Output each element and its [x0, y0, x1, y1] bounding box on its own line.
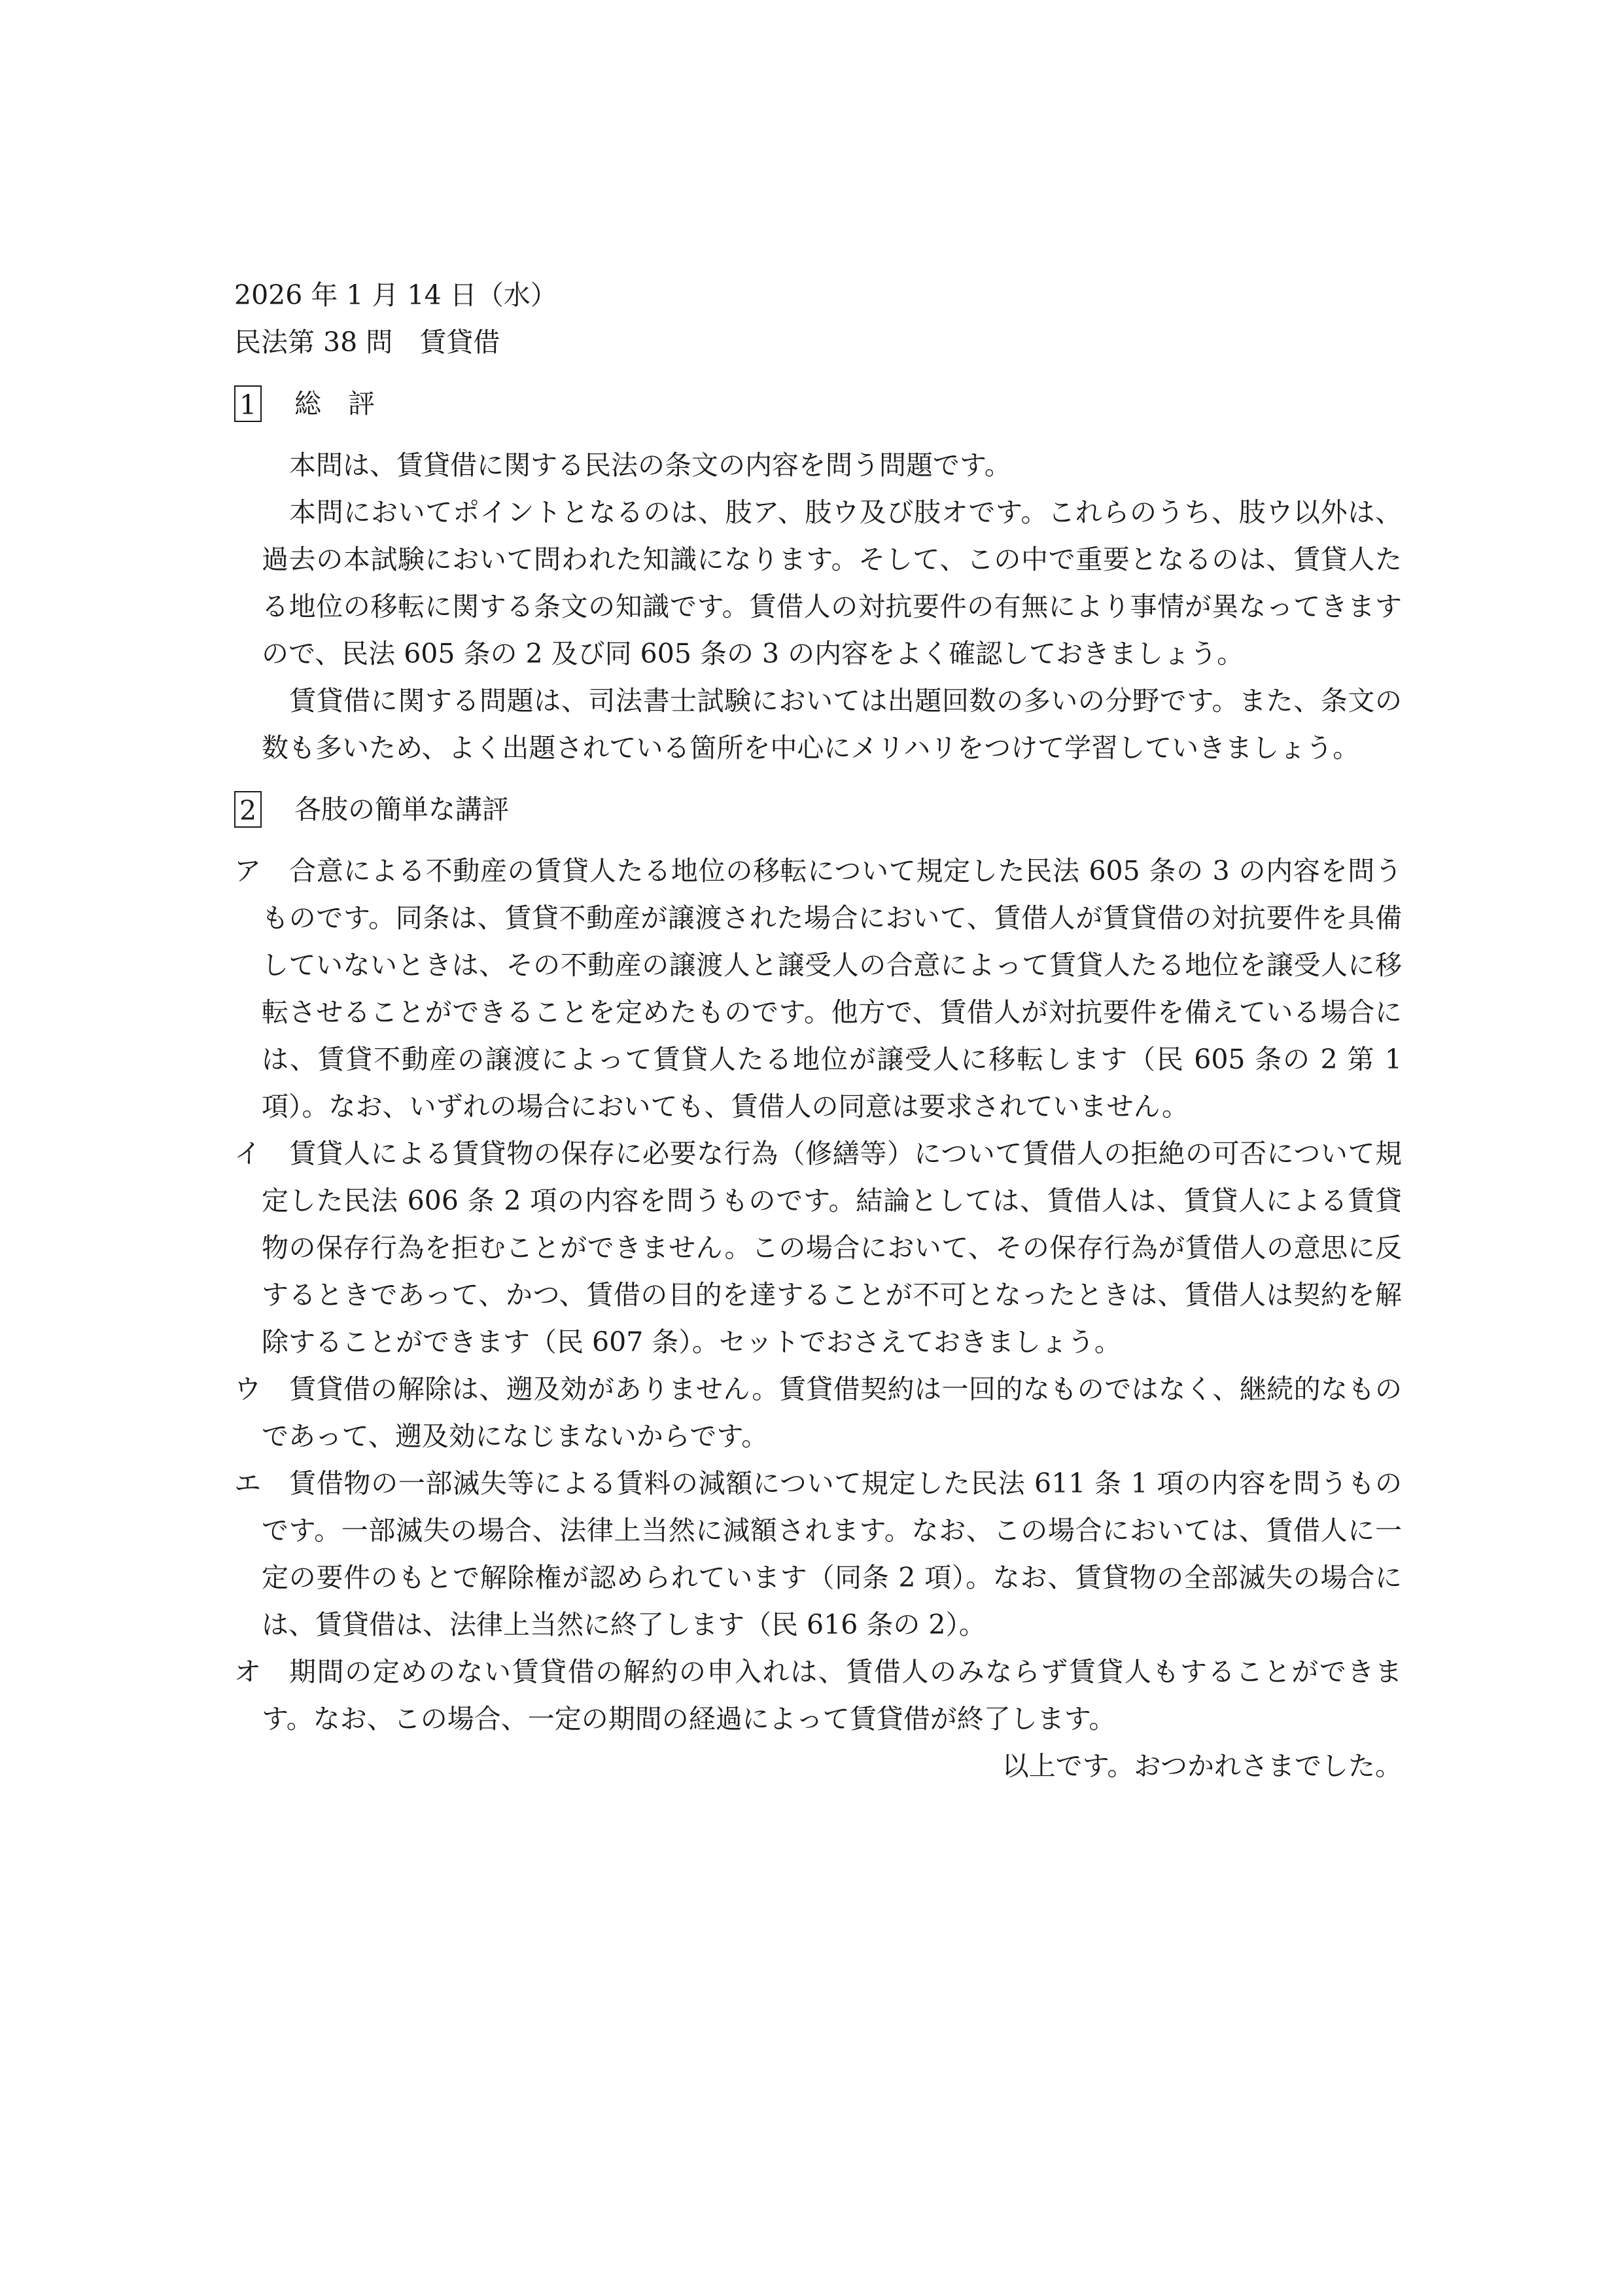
section-1-title: 総 評 [294, 388, 375, 419]
option-item [234, 1366, 1402, 1460]
option-item [234, 1648, 1402, 1742]
option-text: 賃借物の一部滅失等による賃料の減額について規定した民法 611 条 1 項の内容を問うものです。一部滅失の場合、法律上当然に減額されます。なお、この場合においては、賃借人に一定の要件のもとで解除権が認められています（同条 2 項）。なお、賃貸物の全部滅失の場合には、賃貸借は、法律上当然に終了します（民 616 条の 2）。 [262, 1468, 1402, 1640]
document-subject: 民法第 38 問 賃貸借 [234, 327, 500, 358]
document-page [234, 272, 1402, 1790]
option-label: エ [234, 1468, 261, 1499]
section-2-title: 各肢の簡単な講評 [294, 794, 509, 825]
option-text: 賃貸人による賃貸物の保存に必要な行為（修繕等）について賃借人の拒絶の可否について規定した民法 606 条 2 項の内容を問うものです。結論としては、賃借人は、賃貸人による賃貸物の保存行為を拒むことができません。この場合において、その保存行為が賃借人の意思に反するときであって、かつ、賃借の目的を達することが不可となったときは、賃借人は契約を解除することができます（民 607 条）。セットでおさえておきましょう。 [262, 1138, 1402, 1358]
closing-remark: 以上です。おつかれさまでした。 [1002, 1750, 1402, 1782]
option-label: オ [234, 1656, 261, 1687]
document-date: 2026 年 1 月 14 日（水） [234, 279, 557, 311]
section-1-paragraph-2: 本問においてポイントとなるのは、肢ア、肢ウ及び肢オです。これらのうち、肢ウ以外は、過去の本試験において問われた知識になります。そして、この中で重要となるのは、賃貸人たる地位の移転に関する条文の知識です。賃借人の対抗要件の有無により事情が異なってきますので、民法 605 条の 2 及び同 605 条の 3 の内容をよく確認しておきましょう。 [262, 497, 1402, 669]
section-2-number: 2 [234, 791, 262, 828]
option-text: 期間の定めのない賃貸借の解約の申入れは、賃借人のみならず賃貸人もすることができます。なお、この場合、一定の期間の経過によって賃貸借が終了します。 [262, 1656, 1402, 1735]
option-item [234, 847, 1402, 1130]
section-1-paragraph-1: 本問は、賃貸借に関する民法の条文の内容を問う問題です。 [289, 450, 1011, 481]
option-label: イ [234, 1138, 261, 1169]
option-label: ウ [234, 1373, 261, 1405]
option-item [234, 1130, 1402, 1366]
section-1-paragraph-3: 賃貸借に関する問題は、司法書士試験においては出題回数の多いの分野です。また、条文の数も多いため、よく出題されている箇所を中心にメリハリをつけて学習していきましょう。 [262, 685, 1402, 764]
section-1-heading [234, 380, 1402, 427]
section-1-number: 1 [234, 385, 262, 422]
option-text: 賃貸借の解除は、遡及効がありません。賃貸借契約は一回的なものではなく、継続的なものであって、遡及効になじまないからです。 [262, 1373, 1402, 1452]
option-item [234, 1460, 1402, 1648]
option-label: ア [234, 855, 261, 887]
option-text: 合意による不動産の賃貸人たる地位の移転について規定した民法 605 条の 3 の内容を問うものです。同条は、賃貸不動産が譲渡された場合において、賃借人が賃貸借の対抗要件を具備していないときは、その不動産の譲渡人と譲受人の合意によって賃貸人たる地位を譲受人に移転させることができることを定めたものです。他方で、賃借人が対抗要件を備えている場合には、賃貸不動産の譲渡によって賃貸人たる地位が譲受人に移転します（民 605 条の 2 第 1 項）。なお、いずれの場合においても、賃借人の同意は要求されていません。 [262, 855, 1402, 1122]
section-2-heading [234, 786, 1402, 833]
